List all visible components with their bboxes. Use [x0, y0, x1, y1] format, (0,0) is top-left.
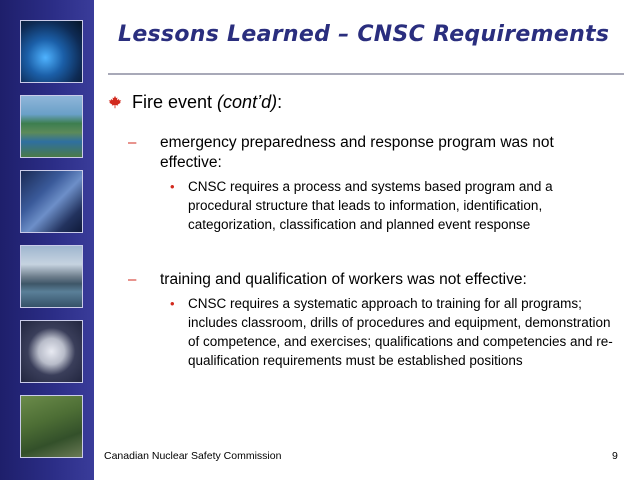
reactor-pool-photo: [20, 20, 83, 83]
device-photo: [20, 320, 83, 383]
sub-bullet-dot: •: [170, 179, 175, 194]
main-bullet-italic: (cont’d): [217, 92, 278, 112]
footer-organization: Canadian Nuclear Safety Commission: [104, 450, 282, 462]
main-bullet-tail: :: [277, 92, 283, 112]
dash-item-training: [128, 270, 618, 290]
sub-item-text: CNSC requires a process and systems based program and a procedural structure that leads to information, identification, categorization, classification and planned event response: [188, 179, 553, 232]
slide-title: Lessons Learned – CNSC Requirements: [118, 22, 610, 47]
field-worker-photo: [20, 395, 83, 458]
sub-bullet-dot: •: [170, 296, 175, 311]
dash-marker: –: [128, 271, 137, 288]
sub-item-emergency: [170, 177, 618, 234]
title-divider: [108, 73, 624, 75]
main-bullet: [108, 92, 618, 113]
dash-marker: –: [128, 134, 137, 151]
left-photo-sidebar: [0, 0, 94, 480]
dash-item-emergency: [128, 133, 618, 173]
maple-leaf-icon: [108, 95, 122, 109]
dash-item-text: training and qualification of workers was not effective:: [160, 271, 527, 288]
equipment-closeup-photo: [20, 170, 83, 233]
sub-item-text: CNSC requires a systematic approach to training for all programs; includes classroom, drills of procedures and equipment, demonstration of competence, and exercises; qualifications and competencies and re-qualification requirements must be established positions: [188, 296, 613, 368]
power-plant-photo: [20, 245, 83, 308]
page-number: 9: [612, 450, 618, 462]
lake-landscape-photo: [20, 95, 83, 158]
dash-item-text: emergency preparedness and response program was not effective:: [160, 134, 554, 171]
main-bullet-lead: Fire event: [132, 92, 218, 112]
sub-item-training: [170, 294, 618, 370]
